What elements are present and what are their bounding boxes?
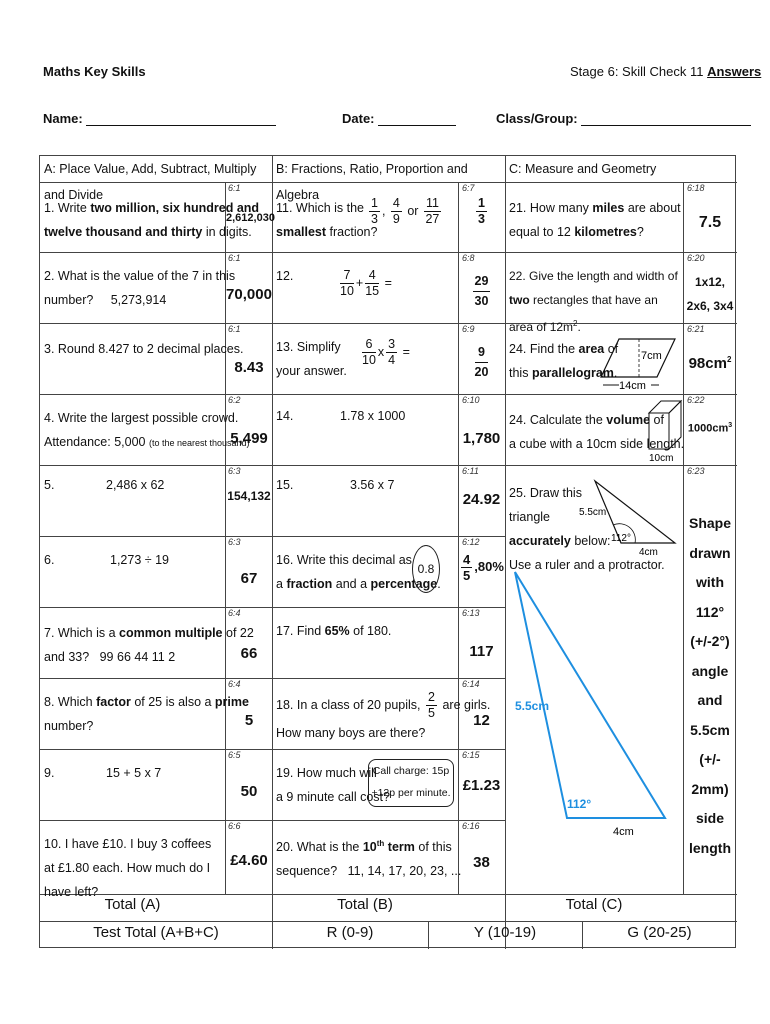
question-3: 3. Round 8.427 to 2 decimal places. 6:1 8.43	[40, 323, 272, 394]
answer-5: 154,132	[227, 489, 271, 503]
question-8: 8. Which factor of 25 is also a prime number? 6:4 5	[40, 678, 272, 749]
question-2: 2. What is the value of the 7 in this number? 5,273,914 6:1 70,000	[44, 253, 272, 307]
call-charge-box: Call charge: 15p +12p per minute.	[368, 759, 454, 807]
question-13: 13. Simplify your answer. $\frac{6}{10}$ x $\frac{3}{4}$ = 6:9 $\frac{9}{20}$	[272, 323, 505, 394]
answer-7: 66	[240, 645, 258, 662]
question-19: 19. How much will a 9 minute call cost? Call charge: 15p +12p per minute. 6:15 £1.23	[272, 749, 505, 820]
question-10: 10. I have £10. I buy 3 coffees at £1.80 each. How much do I have left? 6:6 £4.60	[40, 820, 272, 894]
answer-14: 1,780	[462, 430, 501, 447]
question-1: 1. Write two million, six hundred and twelve thousand and thirty in digits. 6:1 2,612,030	[44, 183, 275, 239]
question-18: 18. In a class of 20 pupils, $\frac{2}{5}$ are girls. How many boys are there? 6:14 12	[272, 678, 505, 749]
answer-19: £1.23	[462, 777, 501, 794]
cube-diagram	[645, 397, 685, 463]
worksheet-title: Maths Key Skills	[43, 64, 146, 79]
question-15: 15. 3.56 x 7 6:11 24.92	[272, 465, 505, 536]
question-22: 22. Give the length and width of two rectangles that have an area of $12m^2$. 6:20 1x12, 2x6, 3x4	[505, 252, 737, 323]
decimal-circle: 0.8	[412, 545, 440, 593]
question-4: 4. Write the largest possible crowd. Attendance: 5,000 (to the nearest thousand) 6:2 5,499	[40, 394, 272, 465]
answer-25: Shape drawn with 112° (+/-2°) angle and 5.5cm (+/- 2mm) side length	[688, 515, 731, 856]
answer-9: 50	[240, 783, 258, 800]
cube-side: 10cm	[649, 453, 674, 463]
drawn-triangle	[505, 560, 683, 840]
band-r: R (0-9)	[326, 924, 374, 941]
question-14: 14. 1.78 x 1000 6:10 1,780	[272, 394, 505, 465]
answer-2: 70,000	[226, 286, 272, 303]
answer-15: 24.92	[462, 491, 501, 508]
svg-text:5.5cm: 5.5cm	[579, 507, 607, 518]
class-field[interactable]: Class/Group:	[496, 111, 751, 126]
question-21: 21. How many miles are about equal to 12 kilometres? 6:18 7.5	[505, 182, 737, 252]
question-24-volume: 24. Calculate the volume of a cube with a 10cm side length. 10cm 6:22 $1000cm^3$	[505, 394, 737, 465]
test-total: Test Total (A+B+C)	[93, 924, 219, 941]
answer-6: 67	[240, 570, 258, 587]
total-a: Total (A)	[104, 896, 161, 913]
question-12: 12. $\frac{7}{10}$ + $\frac{4}{15}$ = 6:8 $\frac{29}{30}$	[272, 252, 505, 323]
band-y: Y (10-19)	[473, 924, 537, 941]
answer-20: 38	[473, 854, 490, 871]
answer-18: 12	[473, 712, 490, 729]
question-20: 20. What is the 10th term of this sequence? 11, 14, 17, 20, 23, ... 6:16 38	[272, 820, 505, 894]
answer-1: 2,612,030	[226, 212, 275, 224]
date-field[interactable]: Date:	[342, 111, 456, 126]
answer-10: £4.60	[230, 852, 268, 869]
questions-grid	[39, 155, 736, 948]
answer-8: 5	[244, 712, 254, 729]
answer-4: 5,499	[230, 430, 268, 447]
svg-text:112°: 112°	[611, 533, 631, 544]
question-9: 9. 15 + 5 x 7 6:5 50	[40, 749, 272, 820]
question-24-area: 24. Find the area of this parallelogram. 7cm 14cm 6:21 $98cm^2$	[505, 323, 737, 394]
question-11: 11. Which is the smallest fraction? $\frac{1}{3}$ , $\frac{4}{9}$ or $\frac{11}{27}$ 6:7 $\frac{1}{3}$	[272, 182, 505, 252]
column-a-heading: A: Place Value, Add, Subtract, Multiply and Divide	[44, 162, 257, 202]
parallelogram-diagram	[595, 333, 681, 391]
stage-label: Stage 6: Skill Check 11 Answers	[570, 64, 762, 79]
answer-17: 117	[469, 643, 494, 660]
drawn-angle-label: 112°	[567, 797, 592, 811]
total-b: Total (B)	[337, 896, 393, 913]
band-g: G (20-25)	[627, 924, 692, 941]
answer-11: $\frac{1}{3}$	[478, 196, 485, 226]
drawn-side-label: 5.5cm	[515, 699, 550, 713]
question-25: 25. Draw this triangle accurately below: Use a ruler and a protractor. 5.5cm 112° 4cm 5.5cm 112° 4cm 6:23 Shape drawn with 112° (+/-2°) angle and 5.5cm (+/- 2mm) side length	[505, 465, 737, 894]
question-5: 5. 2,486 x 62 6:3 154,132	[44, 466, 271, 503]
column-b-heading: B: Fractions, Ratio, Proportion and Algebra	[276, 162, 468, 202]
question-17: 17. Find 65% of 180. 6:13 117	[272, 607, 505, 678]
sample-triangle	[573, 473, 683, 559]
answer-3: 8.43	[234, 359, 264, 376]
parallelogram-height: 7cm	[641, 350, 662, 362]
column-c-heading: C: Measure and Geometry	[509, 162, 657, 176]
total-c: Total (C)	[565, 896, 623, 913]
answer-24-area: $98cm^2$	[688, 355, 732, 372]
answer-24-volume: $1000cm^3$	[687, 422, 733, 435]
answer-21: 7.5	[698, 214, 722, 231]
question-16: 16. Write this decimal as a fraction and a percentage. 0.8 6:12 $\frac{4}{5}$ ,80%	[276, 537, 504, 591]
drawn-base-label: 4cm	[613, 826, 634, 838]
answer-22: 1x12, 2x6, 3x4	[686, 275, 734, 313]
svg-text:4cm: 4cm	[639, 547, 658, 558]
answer-12: $\frac{29}{30}$	[474, 274, 489, 308]
answer-16: $\frac{4}{5}$ ,80%	[463, 552, 504, 583]
parallelogram-base: 14cm	[619, 380, 646, 391]
question-6: 6. 1,273 ÷ 19 6:3 67	[40, 536, 272, 607]
question-7: 7. Which is a common multiple of 22 and 33? 99 66 44 11 2 6:4 66	[40, 607, 272, 678]
name-field[interactable]: Name:	[43, 111, 276, 126]
answer-13: $\frac{9}{20}$	[474, 345, 489, 379]
